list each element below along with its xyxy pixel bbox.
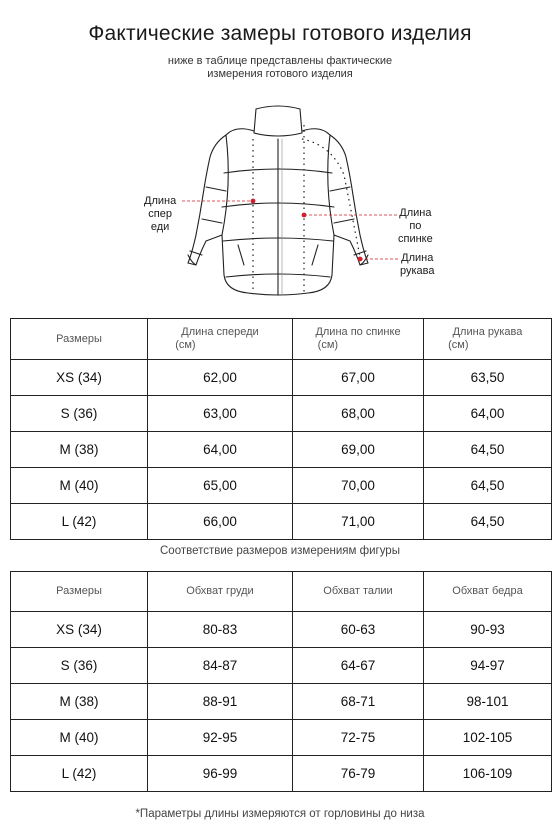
- table-row: [11, 612, 552, 648]
- left-sleeve-quilt: [202, 187, 226, 223]
- value-cell: 70,00: [293, 468, 424, 504]
- table-row: [11, 432, 552, 468]
- product-measurements-table: [10, 318, 552, 540]
- value-cell: 60-63: [293, 612, 424, 648]
- value-cell: 68-71: [293, 684, 424, 720]
- value-cell: 94-97: [424, 648, 552, 684]
- table-row: [11, 468, 552, 504]
- value-cell: 106-109: [424, 756, 552, 792]
- value-cell: 84-87: [148, 648, 293, 684]
- header-waist: Обхват талии: [293, 572, 424, 612]
- header-front-length: Длина спереди (см): [148, 319, 293, 360]
- section-title: Соответствие размеров измерениям фигуры: [160, 545, 400, 557]
- left-sleeve-seam: [222, 135, 228, 235]
- value-cell: 67,00: [293, 360, 424, 396]
- value-cell: 64,00: [424, 396, 552, 432]
- value-cell: 64-67: [293, 648, 424, 684]
- size-cell: L (42): [11, 504, 148, 540]
- table-header-row: [11, 572, 552, 612]
- header-size: Размеры: [11, 319, 148, 360]
- jacket-collar: [254, 106, 302, 136]
- body-measurements-table: [10, 571, 552, 792]
- jacket-diagram: [0, 95, 560, 305]
- value-cell: 90-93: [424, 612, 552, 648]
- left-pocket: [238, 245, 244, 265]
- table-row: [11, 684, 552, 720]
- value-cell: 92-95: [148, 720, 293, 756]
- value-cell: 98-101: [424, 684, 552, 720]
- header-back-length: Длина по спинке (см): [293, 319, 424, 360]
- value-cell: 102-105: [424, 720, 552, 756]
- value-cell: 71,00: [293, 504, 424, 540]
- front-length-label: Длина спер еди: [144, 195, 177, 233]
- jacket-illustration: [0, 95, 560, 305]
- value-cell: 65,00: [148, 468, 293, 504]
- header-sleeve-length: Длина рукава (см): [424, 319, 552, 360]
- size-cell: M (38): [11, 684, 148, 720]
- value-cell: 63,50: [424, 360, 552, 396]
- size-cell: S (36): [11, 396, 148, 432]
- subtitle-line-1: ниже в таблице представлены фактические: [167, 55, 393, 67]
- value-cell: 69,00: [293, 432, 424, 468]
- value-cell: 96-99: [148, 756, 293, 792]
- value-cell: 64,00: [148, 432, 293, 468]
- sleeve-length-label: Длина рукава: [400, 252, 435, 277]
- value-cell: 68,00: [293, 396, 424, 432]
- front-marker-dot: [251, 199, 256, 204]
- back-length-label: Длина по спинке: [398, 207, 433, 245]
- right-pocket: [312, 245, 318, 265]
- table-row: [11, 504, 552, 540]
- value-cell: 80-83: [148, 612, 293, 648]
- page-subtitle: [0, 55, 560, 81]
- size-cell: XS (34): [11, 360, 148, 396]
- size-cell: M (40): [11, 720, 148, 756]
- footnote: *Параметры длины измеряются от горловины до низа: [135, 808, 425, 820]
- size-cell: M (40): [11, 468, 148, 504]
- header-hips: Обхват бедра: [424, 572, 552, 612]
- value-cell: 64,50: [424, 432, 552, 468]
- value-cell: 72-75: [293, 720, 424, 756]
- header-chest: Обхват груди: [148, 572, 293, 612]
- back-marker-dot: [302, 213, 307, 218]
- value-cell: 62,00: [148, 360, 293, 396]
- subtitle-line-2: измерения готового изделия: [207, 68, 353, 80]
- value-cell: 88-91: [148, 684, 293, 720]
- sleeve-marker-dot: [358, 257, 363, 262]
- header-size: Размеры: [11, 572, 148, 612]
- value-cell: 76-79: [293, 756, 424, 792]
- size-cell: M (38): [11, 432, 148, 468]
- right-sleeve-seam: [328, 135, 334, 235]
- page-title: Фактические замеры готового изделия: [88, 22, 472, 45]
- table-row: [11, 396, 552, 432]
- table-row: [11, 720, 552, 756]
- table-row: [11, 648, 552, 684]
- table-header-row: [11, 319, 552, 360]
- value-cell: 66,00: [148, 504, 293, 540]
- value-cell: 64,50: [424, 468, 552, 504]
- size-cell: L (42): [11, 756, 148, 792]
- value-cell: 64,50: [424, 504, 552, 540]
- size-cell: XS (34): [11, 612, 148, 648]
- size-cell: S (36): [11, 648, 148, 684]
- table-row: [11, 360, 552, 396]
- value-cell: 63,00: [148, 396, 293, 432]
- table-row: [11, 756, 552, 792]
